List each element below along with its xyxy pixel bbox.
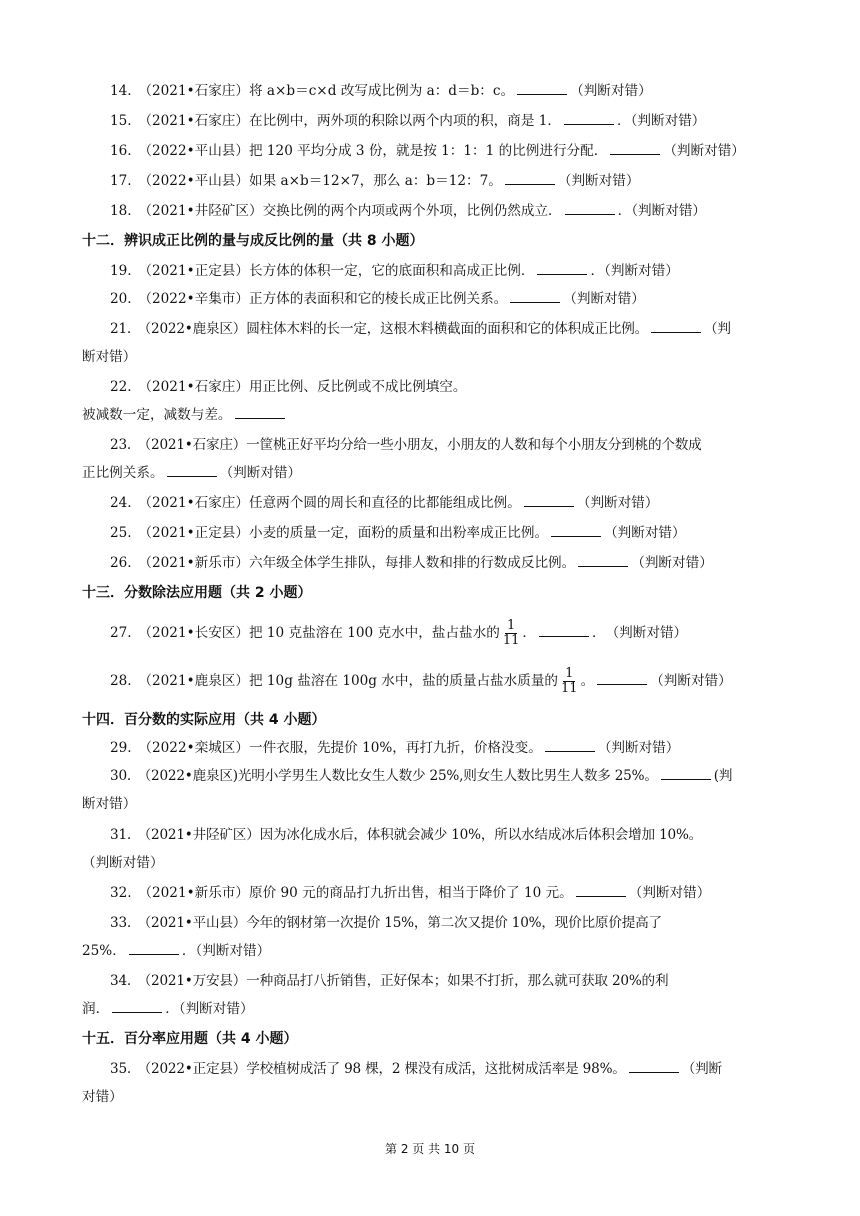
question-text: 16. （2022•平山县）把 120 平均分成 3 份，就是按 1：1：1 的比例进行分配． [110, 143, 608, 159]
question-text: 对错） [82, 1089, 123, 1105]
answer-blank[interactable] [651, 320, 701, 333]
page-footer: 第 2 页 共 10 页 [385, 1142, 475, 1156]
question-text: 19. （2021•正定县）长方体的体积一定，它的底面积和高成正比例． [110, 263, 535, 279]
section-heading [82, 584, 782, 602]
question-text: 17. （2022•平山县）如果 a×b＝12×7，那么 a：b＝12：7。 [110, 173, 502, 189]
question-text: 14. （2021•石家庄）将 a×b＝c×d 改写成比例为 a：d＝b：c。 [110, 83, 515, 99]
question-continuation [82, 1088, 782, 1106]
question-continuation [82, 942, 782, 960]
question-item [110, 524, 782, 542]
question-text: 25%． [82, 943, 126, 959]
section-heading [82, 232, 782, 250]
question-item [110, 82, 782, 100]
question-text: 23. （2021•石家庄）一筐桃正好平均分给一些小朋友，小朋友的人数和每个小朋友分到桃的个数成 [110, 437, 702, 453]
judge-instruction: ．（判断对错） [617, 203, 707, 219]
question-item [110, 262, 782, 280]
judge-instruction: （判断对错） [563, 291, 645, 307]
question-continuation [82, 348, 782, 366]
question-text: 被减数一定，减数与差。 [82, 407, 232, 423]
section-heading-text: 十二．辨识成正比例的量与成反比例的量（共 8 小题） [82, 233, 424, 249]
fraction-denominator: 11 [561, 681, 578, 696]
question-item [110, 494, 782, 512]
question-item [110, 667, 782, 696]
question-item [110, 202, 782, 220]
question-text: 28. （2021•鹿泉区）把 10g 盐溶在 100g 水中，盐的质量占盐水质量的 [110, 673, 559, 689]
judge-instruction: （判断对错） [631, 555, 713, 571]
question-text: 26. （2021•新乐市）六年级全体学生排队，每排人数和排的行数成反比例。 [110, 555, 576, 571]
answer-blank[interactable] [129, 942, 179, 955]
judge-instruction: (判 [713, 768, 733, 784]
judge-instruction: ． （判断对错） [591, 625, 688, 641]
answer-blank[interactable] [661, 767, 711, 780]
judge-instruction: （判断对错） [576, 495, 659, 511]
answer-blank[interactable] [565, 202, 615, 215]
question-item [110, 142, 782, 160]
question-item [110, 172, 782, 190]
answer-blank[interactable] [112, 1000, 162, 1013]
question-text: 18. （2021•井陉矿区）交换比例的两个内项或两个外项，比例仍然成立． [110, 203, 562, 219]
answer-blank[interactable] [576, 884, 626, 897]
question-text: 正比例关系。 [82, 465, 164, 481]
section-heading [82, 1030, 782, 1048]
judge-instruction: （判断对错） [604, 525, 686, 541]
section-heading [82, 711, 782, 729]
answer-blank[interactable] [537, 262, 587, 275]
question-text: 24. （2021•石家庄）任意两个圆的周长和直径的比都能组成比例。 [110, 495, 521, 511]
answer-blank[interactable] [629, 1060, 679, 1073]
question-text: 22. （2021•石家庄）用正比例、反比例或不成比例填空。 [110, 379, 467, 395]
question-text: 30. （2022•鹿泉区)光明小学男生人数比女生人数少 25%,则女生人数比男生人数多 25%。 [110, 768, 658, 784]
question-text: 断对错） [82, 796, 137, 812]
judge-instruction: （判断对错） [557, 173, 640, 189]
answer-blank[interactable] [235, 406, 285, 419]
question-text: 21. （2022•鹿泉区）圆柱体木料的长一定，这根木料横截面的面积和它的体积成正比例。 [110, 321, 649, 337]
fraction [559, 667, 580, 696]
answer-blank[interactable] [517, 82, 567, 95]
answer-blank[interactable] [539, 624, 589, 637]
question-text: 25. （2021•正定县）小麦的质量一定，面粉的质量和出粉率成正比例。 [110, 525, 549, 541]
answer-blank[interactable] [510, 290, 560, 303]
question-continuation [82, 464, 782, 482]
section-heading-text: 十三．分数除法应用题（共 2 小题） [82, 585, 312, 601]
question-item [110, 112, 782, 130]
question-text: 15. （2021•石家庄）在比例中，两外项的积除以两个内项的积，商是 1． [110, 113, 562, 129]
judge-instruction: （判断对错） [650, 673, 732, 689]
fraction-denominator: 11 [502, 633, 520, 648]
judge-instruction: （判断 [681, 1061, 722, 1077]
judge-instruction: （判断对错） [628, 885, 711, 901]
question-item [110, 378, 782, 396]
judge-instruction: （判断对错） [219, 465, 302, 481]
question-item [110, 320, 782, 338]
fraction [501, 619, 522, 648]
question-continuation [82, 406, 782, 424]
question-item [110, 619, 782, 648]
judge-instruction: ．（判断对错） [181, 943, 271, 959]
question-item [110, 554, 782, 572]
question-item [110, 914, 782, 932]
answer-blank[interactable] [524, 494, 574, 507]
answer-blank[interactable] [564, 112, 614, 125]
question-item [110, 1060, 782, 1078]
question-continuation [82, 1000, 782, 1018]
question-item [110, 884, 782, 902]
question-item [110, 436, 782, 454]
judge-instruction: （判 [704, 321, 731, 337]
question-text: 34. （2021•万安县）一种商品打八折销售，正好保本；如果不打折，那么就可获取 20%的利 [110, 973, 669, 989]
question-item [110, 972, 782, 990]
answer-blank[interactable] [545, 739, 595, 752]
question-text: 润． [82, 1001, 110, 1017]
judge-instruction: （判断对错） [570, 83, 652, 99]
question-text: 31. （2021•井陉矿区）因为冰化成水后，体积就会减少 10%，所以水结成冰后体积会增加 10%。 [110, 827, 703, 843]
answer-blank[interactable] [505, 172, 555, 185]
judge-instruction: ．（判断对错） [590, 263, 679, 279]
question-item [110, 290, 782, 308]
question-item [110, 767, 782, 785]
judge-instruction: ．（判断对错） [165, 1001, 254, 1017]
fraction-numerator: 1 [565, 666, 574, 681]
fraction-trailing-text: 。 [580, 673, 595, 689]
question-text: 32. （2021•新乐市）原价 90 元的商品打九折出售，相当于降价了 10 元。 [110, 885, 573, 901]
question-continuation [82, 854, 782, 872]
answer-blank[interactable] [578, 554, 628, 567]
answer-blank[interactable] [167, 464, 217, 477]
question-text: 29. （2022•栾城区）一件衣服，先提价 10%，再打九折，价格没变。 [110, 740, 542, 756]
question-item [110, 826, 782, 844]
answer-blank[interactable] [597, 672, 647, 685]
section-heading-text: 十四．百分数的实际应用（共 4 小题） [82, 712, 326, 728]
judge-instruction: ．（判断对错） [617, 113, 706, 129]
question-text: 断对错） [82, 349, 137, 365]
question-text: 27. （2021•长安区）把 10 克盐溶在 100 克水中，盐占盐水的 [110, 625, 500, 641]
judge-instruction: （判断对错） [597, 740, 680, 756]
question-text: （判断对错） [82, 855, 164, 871]
answer-blank[interactable] [610, 142, 660, 155]
question-text: 33. （2021•平山县）今年的钢材第一次提价 15%，第二次又提价 10%，现价比原价提高了 [110, 915, 662, 931]
fraction-numerator: 1 [506, 618, 516, 633]
question-item [110, 739, 782, 757]
question-text: 35. （2022•正定县）学校植树成活了 98 棵，2 棵没有成活，这批树成活率是 98%。 [110, 1061, 626, 1077]
fraction-trailing-text: ． [522, 625, 536, 641]
judge-instruction: （判断对错） [663, 143, 745, 159]
section-heading-text: 十五．百分率应用题（共 4 小题） [82, 1031, 298, 1047]
answer-blank[interactable] [551, 524, 601, 537]
question-continuation [82, 795, 782, 813]
question-text: 20. （2022•辛集市）正方体的表面积和它的棱长成正比例关系。 [110, 291, 508, 307]
